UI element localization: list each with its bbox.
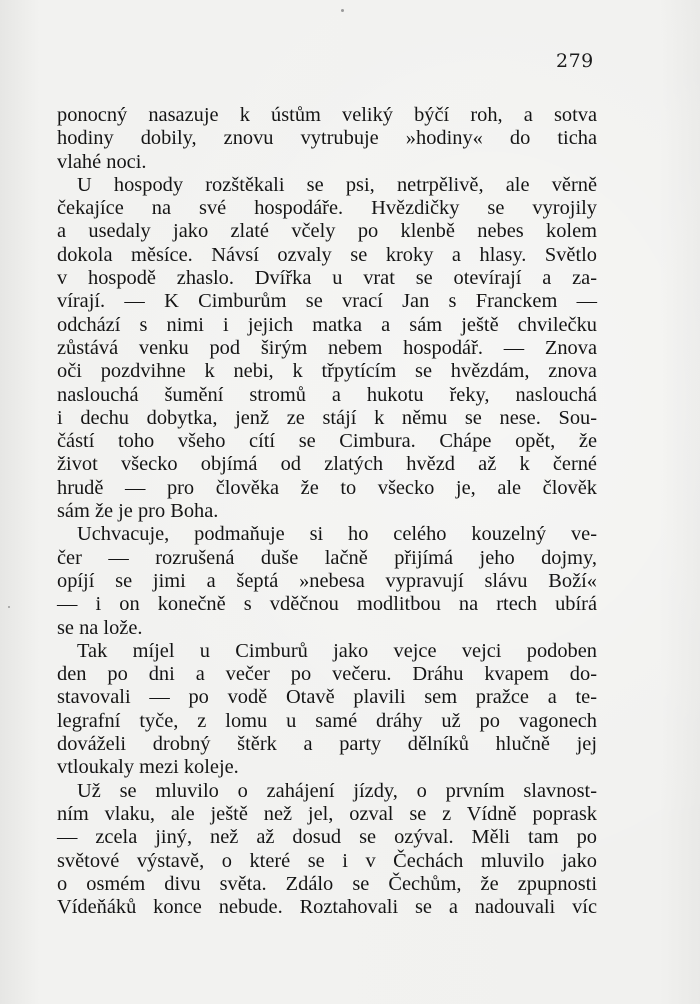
text-line: zůstává venku pod širým nebem hospodář. — Znova: [57, 336, 597, 359]
text-line: dokola měsíce. Návsí ozvaly se kroky a hlasy. Světlo: [57, 243, 597, 266]
text-line: o osmém divu světa. Zdálo se Čechům, že zpupnosti: [57, 872, 597, 895]
paper-speck: [8, 606, 10, 608]
text-line: Vídeňáků konce nebude. Roztahovali se a nadouvali víc: [57, 896, 597, 919]
text-line: světové výstavě, o které se i v Čechách mluvilo jako: [57, 849, 597, 872]
text-line: — zcela jiný, než až dosud se ozýval. Měli tam po: [57, 826, 597, 849]
text-line: Uchvacuje, podmaňuje si ho celého kouzelný ve-: [77, 523, 597, 546]
text-line: Tak míjel u Cimburů jako vejce vejci podoben: [77, 639, 597, 662]
text-line: hrudě — pro člověka že to všecko je, ale člověk: [57, 476, 597, 499]
text-line: čekajíce na své hospodáře. Hvězdičky se vyrojily: [57, 197, 597, 220]
text-line: hodiny dobily, znovu vytrubuje »hodiny« do ticha: [57, 127, 597, 150]
paper-speck: [341, 9, 344, 12]
text-line: opíjí se jimi a šeptá »nebesa vypravují slávu Boží«: [57, 569, 597, 592]
text-line: U hospody rozštěkali se psi, netrpělivě, ale věrně: [77, 173, 597, 196]
text-line: život všecko objímá od zlatých hvězd až k černé: [57, 453, 597, 476]
text-line: vlahé noci.: [57, 150, 147, 173]
body-text: [57, 104, 597, 919]
text-line: odchází s nimi i jejich matka a sám ještě chvilečku: [57, 313, 597, 336]
text-line: Už se mluvilo o zahájení jízdy, o prvním slavnost-: [77, 779, 597, 802]
text-line: dováželi drobný štěrk a party dělníků hlučně jej: [57, 733, 597, 756]
text-line: se na lože.: [57, 616, 143, 639]
text-line: den po dni a večer po večeru. Dráhu kvapem do-: [57, 663, 597, 686]
text-line: i dechu dobytka, jenž ze stájí k němu se nese. Sou-: [57, 406, 597, 429]
text-line: ponocný nasazuje k ústům veliký býčí roh, a sotva: [57, 104, 597, 126]
text-line: stavovali — po vodě Otavě plavili sem pražce a te-: [57, 686, 597, 709]
text-line: čer — rozrušená duše lačně přijímá jeho dojmy,: [57, 546, 597, 569]
text-line: ním vlaku, ale ještě než jel, ozval se z Vídně poprask: [57, 802, 597, 825]
text-line: naslouchá šumění stromů a hukotu řeky, naslouchá: [57, 383, 597, 406]
text-line: legrafní tyče, z lomu u samé dráhy už po vagonech: [57, 709, 597, 732]
text-line: v hospodě zhaslo. Dvířka u vrat se otevírají a za-: [57, 267, 597, 290]
text-line: vtloukaly mezi koleje.: [57, 756, 239, 779]
text-line: sám že je pro Boha.: [57, 500, 219, 523]
text-line: částí toho všeho cítí se Cimbura. Chápe opět, že: [57, 430, 597, 453]
text-line: a usedaly jako zlaté včely po klenbě nebes kolem: [57, 220, 597, 243]
text-line: — i on konečně s vděčnou modlitbou na rtech ubírá: [57, 593, 597, 616]
text-line: oči pozdvihne k nebi, k třpytícím se hvězdám, znova: [57, 360, 597, 383]
page-number: 279: [556, 50, 594, 72]
text-line: vírají. — K Cimburům se vrací Jan s Franckem —: [57, 290, 597, 313]
